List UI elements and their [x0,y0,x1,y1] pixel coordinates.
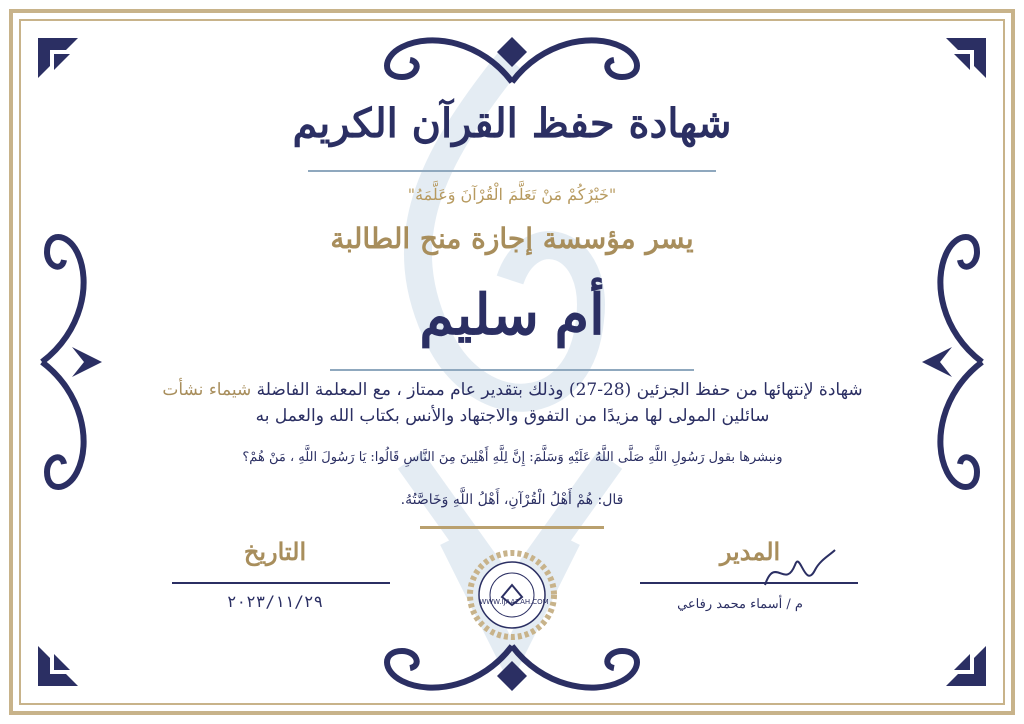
corner-ornament-top-left [36,36,80,80]
corner-ornament-top-right [944,36,988,80]
seal-url: WWW.IJAAZAH.COM [479,598,549,606]
left-flourish [32,212,112,512]
date-underline [172,582,390,584]
student-name: أم سليم [419,283,605,346]
top-flourish [362,32,662,92]
certificate-title: شهادة حفظ القرآن الكريم [292,100,732,147]
manager-name: م / أسماء محمد رفاعي [677,597,803,612]
signature [760,545,840,595]
teacher-name: شيماء نشأت [162,380,252,400]
body-line-1 [110,377,915,403]
corner-ornament-bottom-left [36,644,80,688]
body-line-4: قال: هُمْ أَهْلُ الْقُرْآنِ، أَهْلُ اللَّهِ وَخَاصَّتُهُ. [400,492,624,508]
date-label: التاريخ [243,537,307,566]
hadith-quote: "خَيْرُكُمْ مَنْ تَعَلَّمَ الْقُرْآنَ وَعَلَّمَهُ" [407,185,617,204]
date-value: ٢٠٢٣/١١/٢٩ [226,592,324,611]
right-flourish [912,212,992,512]
body-divider [420,526,604,529]
manager-label: المدير [719,537,781,566]
corner-ornament-bottom-right [944,644,988,688]
name-divider [330,369,694,371]
manager-underline [640,582,858,584]
organization-seal [458,547,566,647]
body-line-1-text: شهادة لإنتهائها من حفظ الجزئين (28-27) وذلك بتقدير عام ممتاز ، مع المعلمة الفاضلة [251,380,863,400]
body-line-3: ونبشرها بقول رَسُولِ اللَّهِ صَلَّى اللَّهُ عَلَيْهِ وَسَلَّمَ: إِنَّ لِلَّهِ أَهْلِينَ مِنَ النَّاسِ قَالُوا: يَا رَسُولَ اللَّهِ ، مَنْ هُمْ؟ [242,450,783,465]
body-line-2: سائلين المولى لها مزيدًا من التفوق والاجتهاد والأنس بكتاب الله والعمل به [255,406,770,426]
title-divider [308,170,716,172]
organization-line: يسر مؤسسة إجازة منح الطالبة [330,222,694,255]
